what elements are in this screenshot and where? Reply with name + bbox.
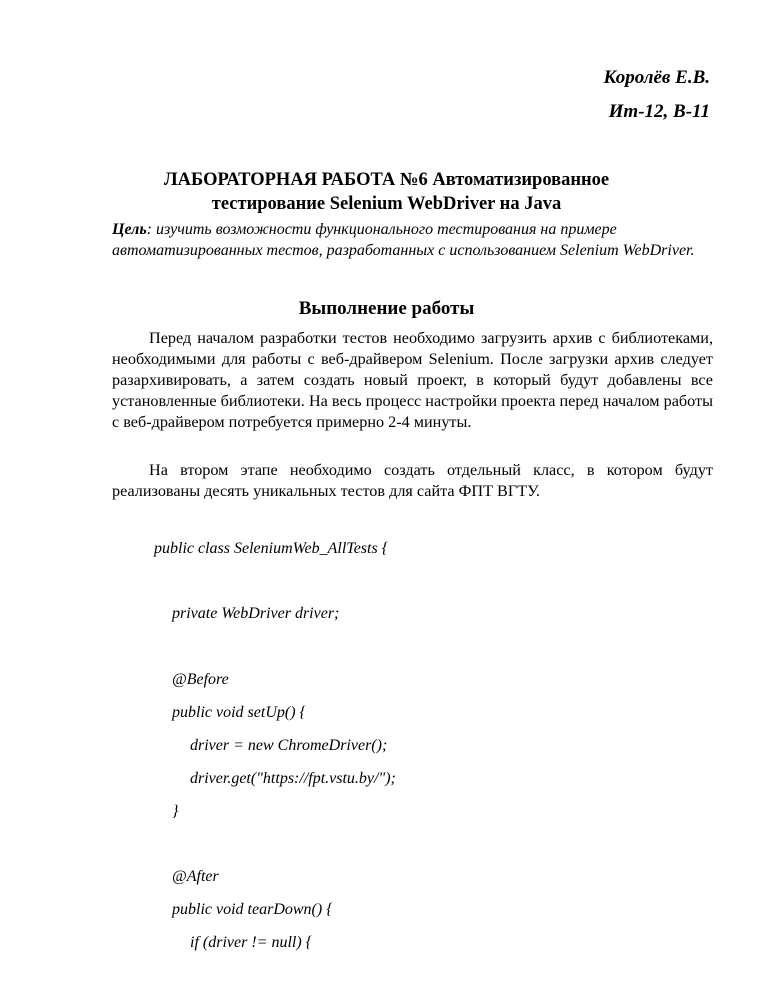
code-line-before-annotation: @Before <box>172 671 229 688</box>
code-line-setup-close: } <box>172 803 179 820</box>
lab-title <box>100 168 673 216</box>
body-paragraph-1: Перед началом разработки тестов необходимо загрузить архив с библиотеками, необходимыми для работы с веб-драйвером Selenium. После загрузки архив следует разархивировать, а затем создать новый проект, в который будут добавлены все установленные библиотеки. На весь процесс настройки проекта перед началом работы с веб-драйвером потребуется примерно 2-4 минуты. <box>112 329 713 431</box>
code-line-teardown-signature: public void tearDown() { <box>172 901 333 918</box>
body-paragraph-2: На втором этапе необходимо создать отдельный класс, в котором будут реализованы десять уникальных тестов для сайта ФПТ ВГТУ. <box>112 461 713 500</box>
code-line-class-decl: public class SeleniumWeb_AllTests { <box>154 540 389 557</box>
goal-paragraph <box>112 219 712 261</box>
lab-title-line-2: тестирование Selenium WebDriver на Java <box>211 194 562 214</box>
code-line-driver-get: driver.get("https://fpt.vstu.by/"); <box>190 770 396 787</box>
code-line-setup-signature: public void setUp() { <box>172 704 306 721</box>
code-line-field: private WebDriver driver; <box>172 605 340 622</box>
goal-label: Цель <box>112 221 147 238</box>
lab-title-line-1: ЛАБОРАТОРНАЯ РАБОТА №6 Автоматизированное <box>163 170 610 190</box>
code-line-null-check: if (driver != null) { <box>190 934 313 951</box>
code-line-after-annotation: @After <box>172 868 219 885</box>
author-name: Королёв Е.В. <box>603 67 710 88</box>
author-group: Ит-12, В-11 <box>608 101 710 122</box>
goal-text: : изучить возможности функционального тестирования на примере автоматизированных тестов, разработанных с использованием Selenium WebDriver. <box>112 221 695 259</box>
code-line-driver-init: driver = new ChromeDriver(); <box>190 737 388 754</box>
section-heading: Выполнение работы <box>298 298 475 319</box>
